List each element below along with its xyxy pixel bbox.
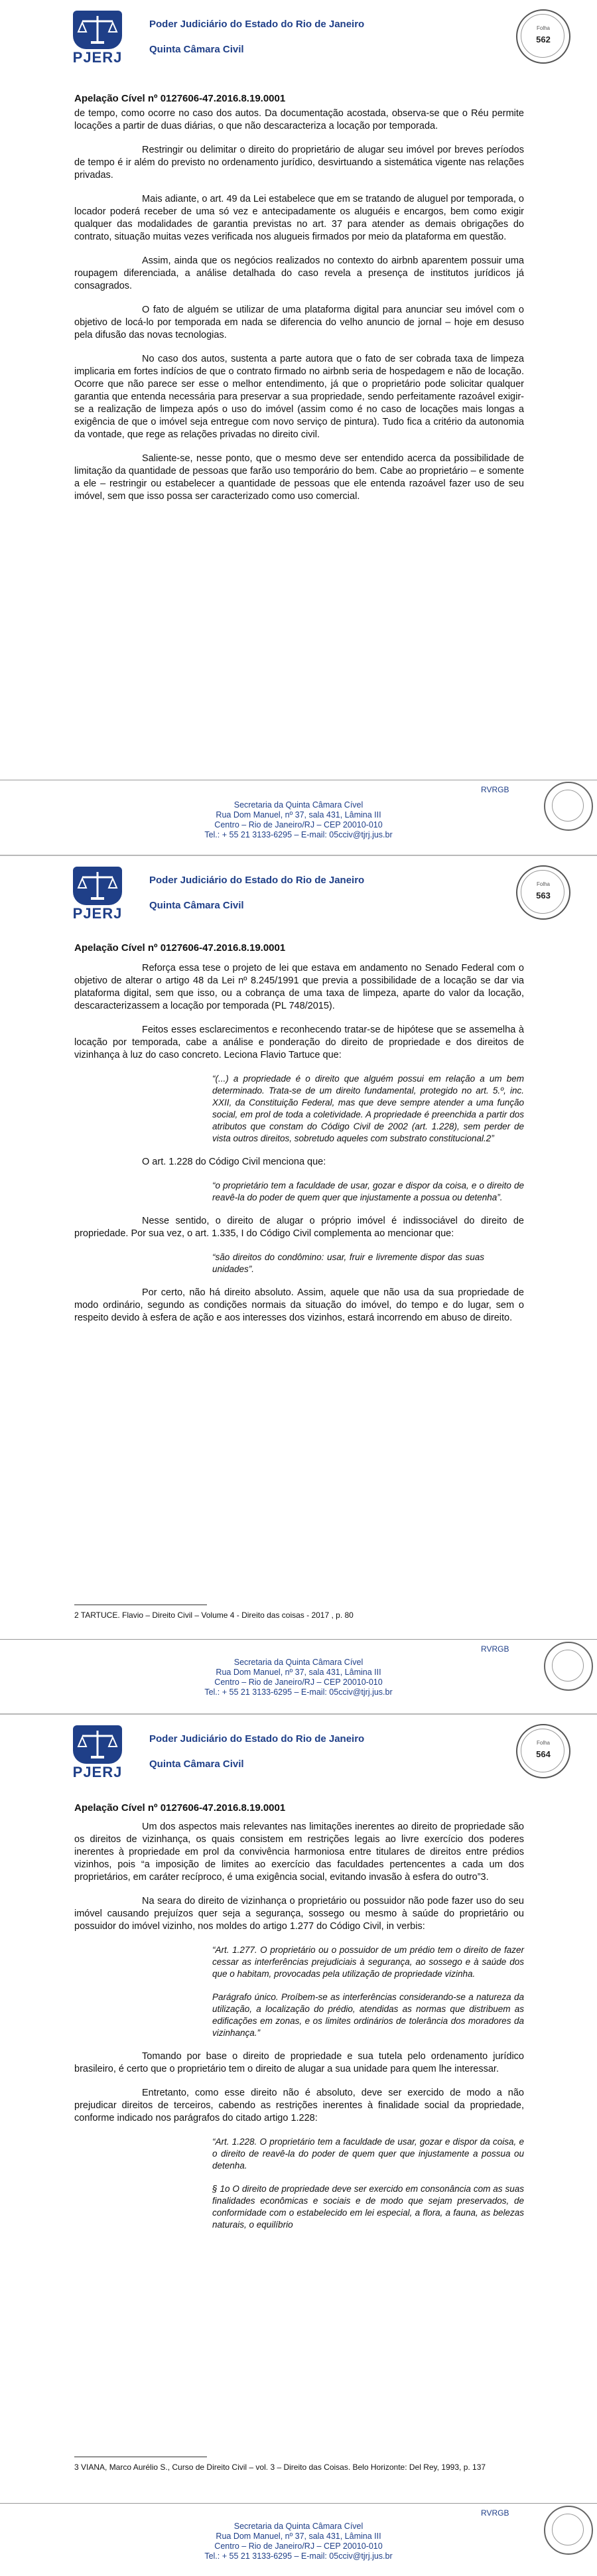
body-text xyxy=(74,962,524,1336)
page-number-stamp xyxy=(516,1724,570,1778)
court-seal-icon xyxy=(544,2506,593,2555)
page-number: 562 xyxy=(536,35,551,44)
paragraph: Nesse sentido, o direito de alugar o próprio imóvel é indissociável do direito de propriedade. Por sua vez, o art. 1.335, I do Código Civil complementa ao mencionar que: xyxy=(74,1216,524,1239)
scales-of-justice-icon xyxy=(73,867,122,905)
stamp-label: Folha xyxy=(536,25,550,31)
scales-of-justice-icon xyxy=(73,1725,122,1764)
paragraph: Restringir ou delimitar o direito do proprietário de alugar seu imóvel por breves períodos de tempo é ir além do previsto no ordenamento jurídico, desvirtuando a sistemática vigente nas relações privadas. xyxy=(74,145,524,180)
block-quote: Parágrafo único. Proíbem-se as interferências considerando-se a natureza da utilização, a localização do prédio, atendidas as normas que distribuem as edificações em zonas, e os limites ordinários de tolerância dos moradores da vizinhança.” xyxy=(212,1992,524,2038)
block-quote: § 1o O direito de propriedade deve ser exercido em consonância com as suas finalidades econômicas e sociais e de modo que sejam preservados, de conformidade com o estabelecido em lei especial, a flora, a fauna, as belezas naturais, o equilíbrio xyxy=(212,2184,524,2230)
document-page-564 xyxy=(0,1715,597,2576)
scales-of-justice-icon xyxy=(73,11,122,49)
page-number-stamp xyxy=(516,9,570,64)
footer-divider xyxy=(0,1639,597,1640)
pjerj-logo: PJERJ xyxy=(61,1724,134,1780)
page-header xyxy=(0,856,597,929)
case-title: Apelação Cível nº 0127606-47.2016.8.19.0001 xyxy=(74,1802,286,1814)
paragraph: Feitos esses esclarecimentos e reconhecendo tratar-se de hipótese que se assemelha à locação por temporada, cabe a análise e ponderação do direito de propriedade e dos direitos de vizinhança à luz do caso concreto. Leciona Flavio Tartuce que: xyxy=(74,1025,524,1060)
pjerj-logo: PJERJ xyxy=(61,865,134,921)
paragraph: Saliente-se, nesse ponto, que o mesmo deve ser entendido acerca da possibilidade de limitação da quantidade de pessoas que farão uso temporário do bem. Cabe ao proprietário – e somente a ele – restringir ou estabelecer a quantidade de pessoas que ele entenda razoável fazer uso de seu imóvel, sem que isso possa ser caracterizado como uso comercial. xyxy=(74,453,524,502)
block-quote: “o proprietário tem a faculdade de usar, gozar e dispor da coisa, e o direito de reavê-la do poder de quem quer que injustamente a possua ou detenha”. xyxy=(212,1181,524,1202)
footer-code: RVRGB xyxy=(481,1644,509,1654)
page-footer: Secretaria da Quinta Câmara Cível Rua Dom Manuel, nº 37, sala 431, Lâmina III Centro – Rio de Janeiro/RJ – CEP 20010-010 Tel.: + 55 21 3133-6295 – E-mail: 05cciv@tjrj.jus.br xyxy=(204,2522,393,2561)
document-page-562 xyxy=(0,0,597,855)
footer-code: RVRGB xyxy=(481,2508,509,2518)
paragraph: Mais adiante, o art. 49 da Lei estabelece que em se tratando de aluguel por temporada, o locador poderá receber de uma só vez e antecipadamente os aluguéis e encargos, bem como exigir qualquer das modalidades de garantia previstas no art. 37 para atender as demais obrigações do contrato, situação muitas vezes verificada nos alugueis firmados por meio da plataforma em questão. xyxy=(74,194,524,242)
page-number: 564 xyxy=(536,1749,551,1759)
paragraph: Tomando por base o direito de propriedade e sua tutela pelo ordenamento jurídico brasileiro, é certo que o proprietário tem o direito de alugar a sua unidade para quem lhe interessar. xyxy=(74,2051,524,2074)
paragraph: Entretanto, como esse direito não é absoluto, deve ser exercido de modo a não prejudicar direitos de terceiros, cabendo as restrições inerentes à finalidade social da propriedade, conforme indicado nos parágrafos do citado artigo 1.228: xyxy=(74,2088,524,2123)
court-seal-icon xyxy=(544,782,593,831)
paragraph: O art. 1.228 do Código Civil menciona que: xyxy=(142,1157,326,1167)
page-header xyxy=(0,1715,597,1788)
court-name: Poder Judiciário do Estado do Rio de Janeiro xyxy=(149,1733,365,1745)
court-name: Poder Judiciário do Estado do Rio de Janeiro xyxy=(149,875,365,886)
document-page-563 xyxy=(0,856,597,1713)
stamp-label: Folha xyxy=(536,881,550,887)
chamber-name: Quinta Câmara Civil xyxy=(149,900,244,911)
page-number: 563 xyxy=(536,891,551,900)
footnote: 2 TARTUCE. Flavio – Direito Civil – Volume 4 - Direito das coisas - 2017 , p. 80 xyxy=(74,1610,354,1620)
body-text xyxy=(74,107,524,514)
paragraph: Por certo, não há direito absoluto. Assim, aquele que não usa da sua propriedade de modo ordinário, segundo as condições normais da situação do imóvel, do tempo e do lugar, sem o respeito devido à esfera de ação e aos interesses dos vizinhos, estará incorrendo em abuso de direito. xyxy=(74,1287,524,1323)
paragraph: No caso dos autos, sustenta a parte autora que o fato de ser cobrada taxa de limpeza implicaria em fortes indícios de que o contrato firmado no airbnb seria de hospedagem e não de locação. Ocorre que não parece ser esse o melhor entendimento, já que o proprietário pode solicitar qualquer garantia que entenda necessária para preservar a sua propriedade, sendo perfeitamente razoável exigir-se a realização de limpeza após o uso do imóvel (assim como é no caso de locações mais longas a exigência de que o imóvel seja entregue com novo serviço de pintura). Tudo fica a critério da autonomia da vontade, que rege as relações privadas no direito civil. xyxy=(74,354,524,440)
page-header xyxy=(0,0,597,73)
paragraph: Na seara do direito de vizinhança o proprietário ou possuidor não pode fazer uso do seu imóvel causando prejuízos quer seja a segurança, sossego ou mesmo à saúde do proprietário ou possuidor do imóvel vizinho, nos moldes do artigo 1.277 do Código Civil, in verbis: xyxy=(74,1896,524,1932)
block-quote: “Art. 1.228. O proprietário tem a faculdade de usar, gozar e dispor da coisa, e o direito de reavê-la do poder de quem quer que injustamente a possua ou detenha. xyxy=(212,2137,524,2171)
paragraph: Um dos aspectos mais relevantes nas limitações inerentes ao direito de propriedade são os direitos de vizinhança, os quais consistem em restrições legais ao livre exercício dos poderes inerentes à propriedade em prol da convivência harmoniosa entre titulares de direitos entre prédios vizinhos, pois “a imposição de limites ao exercício das faculdades pertencentes a cada um dos proprietários, em caráter recíproco, é uma exigência social, evitando invasão à esfera do outro”3. xyxy=(74,1822,524,1883)
block-quote: “são direitos do condômino: usar, fruir e livremente dispor das suas unidades”. xyxy=(212,1252,484,1274)
footer-divider xyxy=(0,2503,597,2504)
page-footer: Secretaria da Quinta Câmara Cível Rua Dom Manuel, nº 37, sala 431, Lâmina III Centro – Rio de Janeiro/RJ – CEP 20010-010 Tel.: + 55 21 3133-6295 – E-mail: 05cciv@tjrj.jus.br xyxy=(204,800,393,839)
pjerj-logo: PJERJ xyxy=(61,9,134,65)
page-number-stamp xyxy=(516,865,570,920)
paragraph: O fato de alguém se utilizar de uma plataforma digital para anunciar seu imóvel com o objetivo de locá-lo por temporada em nada se diferencia do velho anuncio de jornal – hoje em desuso pela difusão das novas tecnologias. xyxy=(74,305,524,340)
court-name: Poder Judiciário do Estado do Rio de Janeiro xyxy=(149,19,365,30)
chamber-name: Quinta Câmara Civil xyxy=(149,44,244,55)
paragraph: de tempo, como ocorre no caso dos autos. Da documentação acostada, observa-se que o Réu permite locações a partir de duas diárias, o que não descaracteriza a locação por temporada. xyxy=(74,108,524,131)
footnote: 3 VIANA, Marco Aurélio S., Curso de Direito Civil – vol. 3 – Direito das Coisas. Belo Horizonte: Del Rey, 1993, p. 137 xyxy=(74,2463,486,2472)
paragraph: Assim, ainda que os negócios realizados no contexto do airbnb aparentem possuir uma roupagem diferenciada, a análise detalhada do caso revela a presença de institutos jurídicos já consagrados. xyxy=(74,255,524,291)
footer-code: RVRGB xyxy=(481,785,509,794)
case-title: Apelação Cível nº 0127606-47.2016.8.19.0001 xyxy=(74,93,286,104)
case-title: Apelação Cível nº 0127606-47.2016.8.19.0001 xyxy=(74,942,286,954)
page-footer: Secretaria da Quinta Câmara Cível Rua Dom Manuel, nº 37, sala 431, Lâmina III Centro – Rio de Janeiro/RJ – CEP 20010-010 Tel.: + 55 21 3133-6295 – E-mail: 05cciv@tjrj.jus.br xyxy=(204,1658,393,1697)
paragraph: Reforça essa tese o projeto de lei que estava em andamento no Senado Federal com o objetivo de alterar o artigo 48 da Lei nº 8.245/1991 que previa a possibilidade de a locação se dar via plataforma digital, sem que isso, ou a cobrança de uma taxa de limpeza, aparte do valor da locação, descaracterizassem a locação por temporada (PL 748/2015). xyxy=(74,963,524,1011)
court-seal-icon xyxy=(544,1642,593,1691)
body-text xyxy=(74,1821,524,2242)
stamp-label: Folha xyxy=(536,1740,550,1746)
block-quote: “(...) a propriedade é o direito que alguém possui em relação a um bem determinado. Trata-se de um direito fundamental, protegido no art. 5.º, inc. XXII, da Constituição Federal, mas que deve sempre atender a uma função social, em prol de toda a coletividade. A propriedade é preenchida a partir dos atributos que constam do Código Civil de 2002 (art. 1.228), sem perder de vista outros direitos, sobretudo aqueles com substrato constitucional.2” xyxy=(212,1074,524,1143)
chamber-name: Quinta Câmara Civil xyxy=(149,1758,244,1770)
block-quote: “Art. 1.277. O proprietário ou o possuidor de um prédio tem o direito de fazer cessar as interferências prejudiciais à segurança, ao sossego e à saúde dos que o habitam, provocadas pela utilização de propriedade vizinha. xyxy=(212,1945,524,1979)
